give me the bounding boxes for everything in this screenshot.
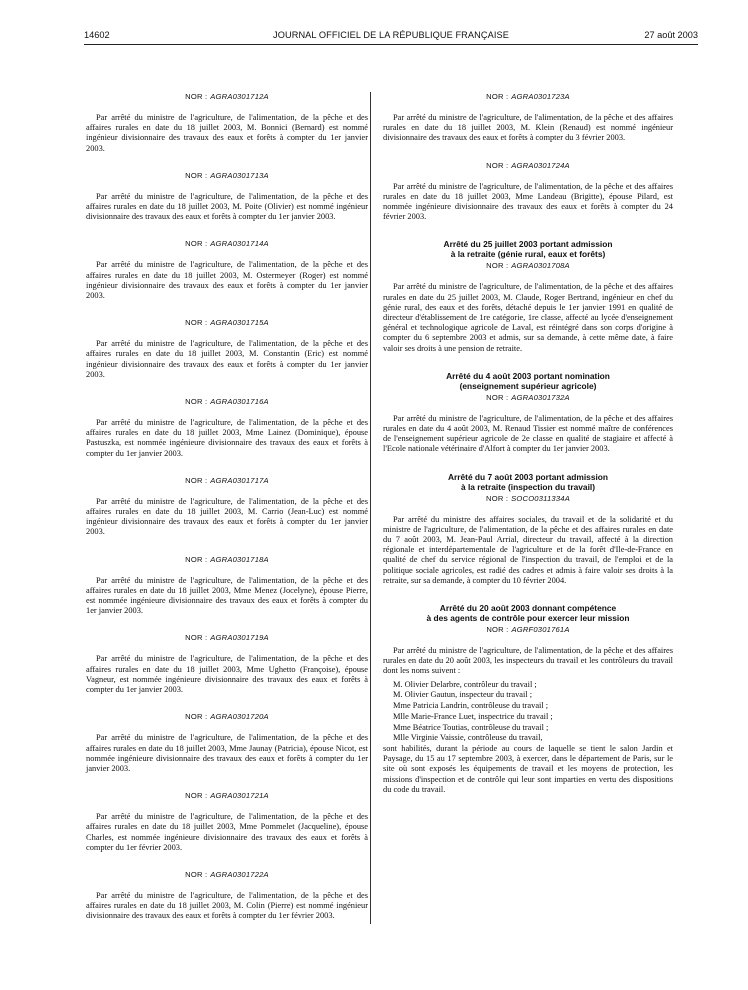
decree-entry	[383, 92, 673, 144]
nor-code: AGRA0301718A	[210, 554, 269, 564]
page-header	[84, 28, 698, 45]
journal-title: JOURNAL OFFICIEL DE LA RÉPUBLIQUE FRANÇAISE	[273, 30, 509, 40]
nor-code: AGRA0301724A	[511, 160, 570, 170]
decree-paragraph: Par arrêté du ministre de l'agriculture, de l'alimentation, de la pêche et des affaires rurales en date du 4 août 2003, M. Renaud Tissier est nommé maître de conférences de l'enseignement supérieur agricole de 2e classe en qualité de stagiaire et affecté à l'Ecole nationale vétérinaire d'Alfort à compter du 1er janvier 2003.	[383, 413, 673, 454]
name-item: Mlle Marie-France Luet, inspectrice du travail ;	[393, 711, 553, 721]
nor-reference	[86, 171, 368, 180]
title-line-1: Arrêté du 4 août 2003 portant nomination	[446, 370, 610, 381]
nor-label: NOR :	[185, 791, 208, 801]
nor-label: NOR :	[185, 92, 208, 101]
decree-paragraph: Par arrêté du ministre de l'agriculture, de l'alimentation, de la pêche et des affaires rurales en date du 18 juillet 2003, Mme Menez (Jocelyne), épouse Pierre, est nommée ingénieure divisionnaire des travaux des eaux et forêts à compter du 1er janvier 2003.	[86, 575, 368, 616]
decree-entry	[86, 171, 368, 223]
decree-paragraph: Par arrêté du ministre de l'agriculture, de l'alimentation, de la pêche et des affaires rurales en date du 25 juillet 2003, M. Claude, Roger Bertrand, ingénieur en chef du génie rural, des eaux et des forêts, détaché depuis le 1er janvier 1991 en qualité de directeur d'établissement de 1re catégorie, 1re classe, affecté au lycée d'enseignement général et technologique agricole de Laval, est réintégré dans son corps d'origine à compter du 6 septembre 2003 et admis, sur sa demande, à cette même date, à faire valoir ses droits à une pension de retraite.	[383, 282, 673, 353]
title-line-1: Arrêté du 25 juillet 2003 portant admission	[443, 239, 613, 250]
decree-section	[383, 371, 673, 455]
nor-reference	[383, 494, 673, 503]
nor-code: AGRA0301708A	[511, 261, 570, 271]
decree-entry	[86, 397, 368, 459]
decree-paragraph: Par arrêté du ministre de l'agriculture, de l'alimentation, de la pêche et des affaires rurales en date du 18 juillet 2003, M. Poite (Olivier) est nommé ingénieur divisionnaire des travaux des eaux et forêts à compter du 1er janvier 2003.	[86, 191, 368, 222]
title-line-1: Arrêté du 20 août 2003 donnant compétence	[439, 603, 617, 614]
decree-entry	[86, 92, 368, 154]
title-line-2: (enseignement supérieur agricole)	[459, 380, 597, 391]
decree-entry	[86, 239, 368, 301]
nor-code: SOCO0311334A	[511, 493, 570, 503]
nor-label: NOR :	[486, 625, 509, 635]
right-entries	[383, 92, 673, 222]
section-title	[383, 239, 673, 259]
decree-paragraph: Par arrêté du ministre des affaires sociales, du travail et de la solidarité et du ministre de l'agriculture, de l'alimentation, de la pêche et des affaires rurales en date du 7 août 2003, M. Jean-Paul Arrial, directeur du travail, affecté à la direction régionale et interdépartementale de l'agriculture et de la forêt d'Ile-de-France en qualité de chef du service régional de l'inspection du travail, de l'emploi et de la politique sociale agricoles, est radié des cadres et admis à faire valoir ses droits à la retraite, sur sa demande, à compter du 10 février 2004.	[383, 514, 673, 585]
decree-entry	[86, 633, 368, 695]
nor-label: NOR :	[185, 633, 208, 643]
nor-label: NOR :	[185, 554, 208, 564]
nor-code: AGRA0301716A	[210, 397, 269, 407]
nor-reference	[383, 625, 673, 634]
decree-paragraph: Par arrêté du ministre de l'agriculture, de l'alimentation, de la pêche et des affaires rurales en date du 18 juillet 2003, Mme Jaunay (Patricia), épouse Nicot, est nommée ingénieure divisionnaire des travaux des eaux et forêts à compter du 1er janvier 2003.	[86, 733, 368, 773]
decree-section	[383, 472, 673, 586]
name-item: M. Olivier Gautun, inspecteur du travail ;	[393, 690, 533, 700]
nor-code: AGRA0301715A	[210, 318, 269, 328]
title-line-2: à des agents de contrôle pour exercer leur mission	[426, 613, 630, 624]
title-line-1: Arrêté du 7 août 2003 portant admission	[447, 471, 609, 482]
title-line-2: à la retraite (inspection du travail)	[460, 481, 596, 492]
nor-label: NOR :	[486, 392, 509, 402]
nor-label: NOR :	[185, 318, 208, 328]
nor-label: NOR :	[486, 160, 509, 170]
nor-label: NOR :	[486, 92, 509, 101]
nor-reference	[383, 393, 673, 402]
decree-paragraph: Par arrêté du ministre de l'agriculture, de l'alimentation, de la pêche et des affaires rurales en date du 18 juillet 2003, M. Carrio (Jean-Luc) est nommé ingénieur divisionnaire des travaux des eaux et forêts à compter du 1er janvier 2003.	[86, 496, 368, 537]
closing-paragraph: sont habilités, durant la période au cours de laquelle se tient le salon Jardin et Paysage, du 15 au 17 septembre 2003, à exercer, dans le département de Paris, sur le site où sont exposés les équipements de travail et les moyens de protection, les missions d'inspection et de contrôle qui leur sont imparties en vertu des dispositions du code du travail.	[383, 743, 673, 794]
name-item: Mme Patricia Landrin, contrôleuse du travail ;	[393, 701, 549, 711]
nor-label: NOR :	[185, 869, 208, 879]
section-title	[383, 371, 673, 391]
nor-label: NOR :	[185, 239, 208, 249]
nor-reference	[86, 791, 368, 800]
decree-paragraph: Par arrêté du ministre de l'agriculture, de l'alimentation, de la pêche et des affaires rurales en date du 18 juillet 2003, M. Klein (Renaud) est nommé ingénieur divisionnaire des travaux des eaux et forêts à compter du 3 février 2003.	[383, 113, 673, 143]
title-line-2: à la retraite (génie rural, eaux et forêts)	[450, 249, 606, 260]
nor-code: AGRA0301717A	[210, 475, 269, 485]
decree-paragraph: Par arrêté du ministre de l'agriculture, de l'alimentation, de la pêche et des affaires rurales en date du 18 juillet 2003, Mme Pommelet (Jacqueline), épouse Charles, est nommée ingénieure divisionnaire des travaux des eaux et forêts à compter du 1er février 2003.	[86, 812, 368, 852]
nor-label: NOR :	[185, 170, 208, 180]
nor-reference	[383, 161, 673, 170]
nor-code: AGRA0301713A	[210, 170, 269, 180]
right-sections	[383, 239, 673, 586]
nor-label: NOR :	[486, 261, 509, 271]
nor-code: AGRA0301714A	[210, 239, 269, 249]
column-separator	[370, 92, 371, 924]
nor-code: AGRA0301721A	[210, 791, 269, 801]
nor-code: AGRA0301712A	[210, 92, 269, 101]
decree-paragraph: Par arrêté du ministre de l'agriculture, de l'alimentation, de la pêche et des affaires rurales en date du 18 juillet 2003, Mme Lainez (Dominique), épouse Pastuszka, est nommée ingénieure divisionnaire des travaux des eaux et forêts à compter du 1er janvier 2003.	[86, 418, 368, 458]
decree-entry	[86, 555, 368, 617]
nor-reference	[86, 633, 368, 642]
section-title	[383, 472, 673, 492]
nor-label: NOR :	[185, 475, 208, 485]
nor-reference	[86, 870, 368, 879]
nor-reference	[86, 476, 368, 485]
decree-paragraph: Par arrêté du ministre de l'agriculture, de l'alimentation, de la pêche et des affaires rurales en date du 18 juillet 2003, Mme Landeau (Brigitte), épouse Pilard, est nommée ingénieure divisionnaire des travaux des eaux et forêts à compter du 24 février 2003.	[383, 181, 673, 222]
decree-paragraph: Par arrêté du ministre de l'agriculture, de l'alimentation, de la pêche et des affaires rurales en date du 18 juillet 2003, M. Bonnici (Bernard) est nommé ingénieur divisionnaire des travaux des eaux et forêts à compter du 1er janvier 2003.	[86, 113, 368, 153]
right-column	[383, 92, 673, 795]
nor-reference	[383, 261, 673, 270]
decree-paragraph: Par arrêté du ministre de l'agriculture, de l'alimentation, de la pêche et des affaires rurales en date du 20 août 2003, les inspecteurs du travail et les contrôleurs du travail dont les noms suivent :	[383, 646, 673, 676]
nor-label: NOR :	[185, 712, 208, 722]
publication-date: 27 août 2003	[644, 30, 698, 40]
nor-reference	[86, 318, 368, 327]
decree-paragraph: Par arrêté du ministre de l'agriculture, de l'alimentation, de la pêche et des affaires rurales en date du 18 juillet 2003, M. Ostermeyer (Roger) est nommé ingénieur divisionnaire des travaux des eaux et forêts à compter du 1er janvier 2003.	[86, 260, 368, 301]
nor-code: AGRF0301761A	[511, 625, 570, 635]
nor-reference	[86, 397, 368, 406]
decree-entry	[86, 318, 368, 380]
name-item: Mlle Virginie Vaissie, contrôleuse du travail,	[393, 733, 543, 743]
nor-code: AGRA0301722A	[210, 869, 269, 879]
names-list	[383, 680, 673, 744]
left-column	[86, 92, 368, 939]
decree-entry	[383, 161, 673, 223]
decree-entry	[86, 791, 368, 853]
nor-reference	[86, 92, 368, 101]
decree-paragraph: Par arrêté du ministre de l'agriculture, de l'alimentation, de la pêche et des affaires rurales en date du 18 juillet 2003, M. Constantin (Eric) est nommé ingénieur divisionnaire des travaux des eaux et forêts à compter du 1er janvier 2003.	[86, 339, 368, 379]
decree-entry	[86, 870, 368, 922]
nor-code: AGRA0301732A	[511, 392, 570, 402]
nor-label: NOR :	[185, 397, 208, 407]
decree-section	[383, 239, 673, 353]
nor-code: AGRA0301719A	[210, 633, 269, 643]
name-item: M. Olivier Delarbre, contrôleur du travail ;	[393, 679, 537, 689]
nor-reference	[86, 555, 368, 564]
decree-paragraph: Par arrêté du ministre de l'agriculture, de l'alimentation, de la pêche et des affaires rurales en date du 18 juillet 2003, Mme Ughetto (Françoise), épouse Vagneur, est nommée ingénieure divisionnaire des travaux des eaux et forêts à compter du 1er janvier 2003.	[86, 654, 368, 695]
decree-entry	[86, 476, 368, 538]
nor-reference	[86, 712, 368, 721]
nor-code: AGRA0301720A	[210, 712, 269, 722]
nor-label: NOR :	[486, 493, 509, 503]
decree-entry	[86, 712, 368, 774]
page-number: 14602	[84, 30, 110, 40]
decree-paragraph: Par arrêté du ministre de l'agriculture, de l'alimentation, de la pêche et des affaires rurales en date du 18 juillet 2003, M. Colin (Pierre) est nommé ingénieur divisionnaire des travaux des eaux et forêts à compter du 1er février 2003.	[86, 890, 368, 921]
nor-code: AGRA0301723A	[511, 92, 570, 101]
nor-reference	[86, 239, 368, 248]
name-item: Mme Béatrice Toutias, contrôleuse du travail ;	[393, 722, 549, 732]
section-title	[383, 603, 673, 623]
nor-reference	[383, 92, 673, 101]
